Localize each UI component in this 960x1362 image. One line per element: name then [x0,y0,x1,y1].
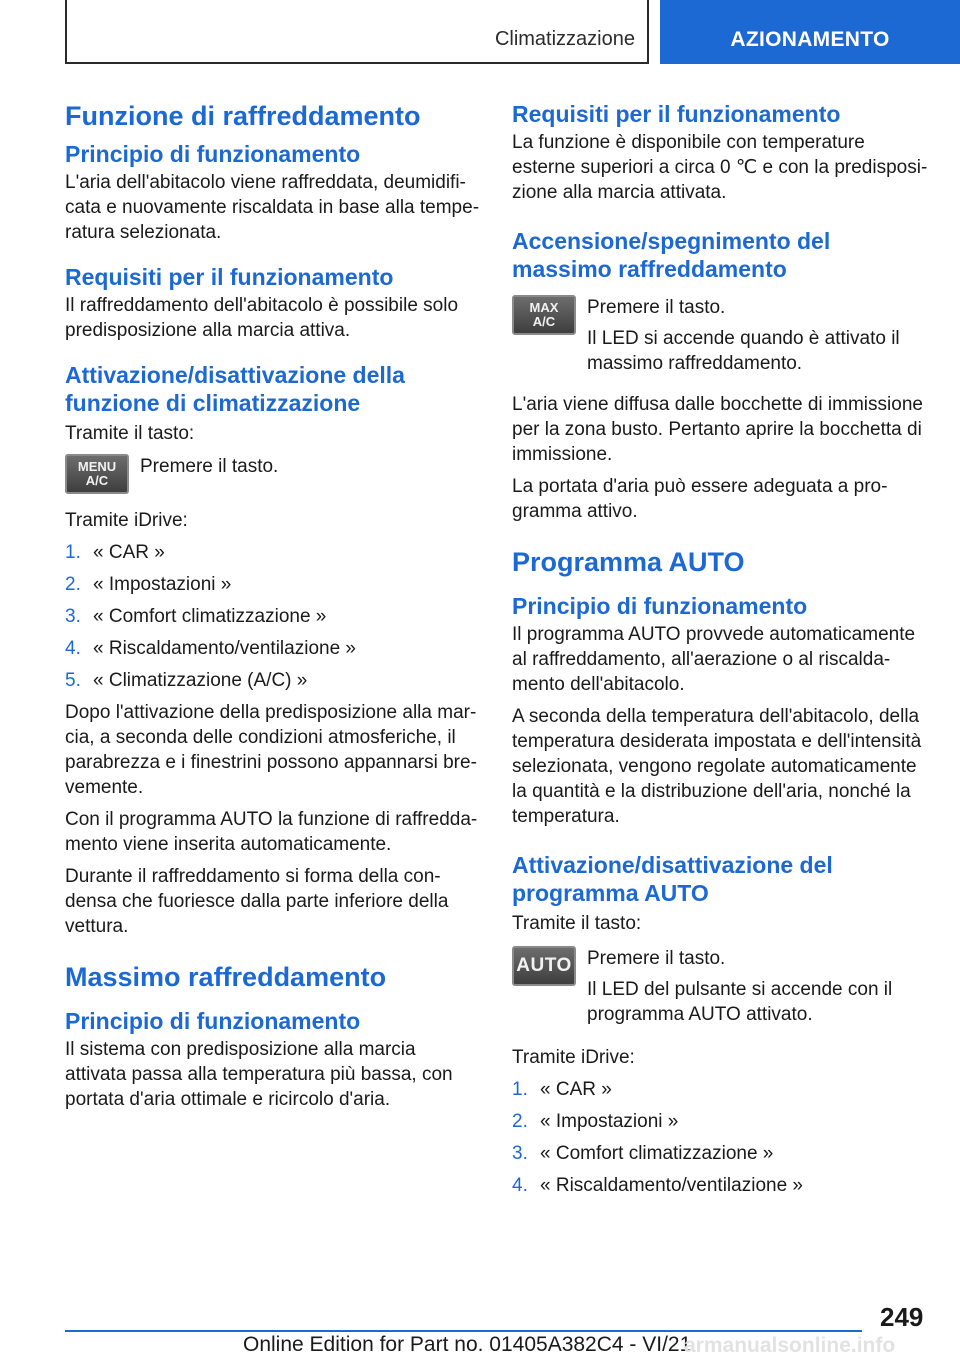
list-item: 3. « Comfort climatizzazione » [512,1143,774,1164]
paragraph-led-auto: Il LED del pulsante si accende con il programma AUTO attivato. [587,979,893,1025]
max-ac-instruction [512,295,930,376]
list-item: 3. « Comfort climatizzazione » [65,606,327,627]
list-item: 4. « Riscaldamento/ventilazione » [512,1175,803,1196]
page-number: 249 [880,1302,924,1332]
footer-edition: Online Edition for Part no. 01405A382C4 - VI/21 [243,1333,692,1356]
max-ac-button-icon [512,295,576,335]
paragraph-premere-tasto-2: Premere il tasto. [587,297,726,318]
auto-button-label: AUTO [516,955,572,976]
header-chapter-tab [660,0,960,64]
paragraph-principio-3: Il programma AUTO provvede automaticamente al raffreddamento, all'aerazione o al riscaldamento dell'abitacolo. [512,624,916,695]
paragraph-tramite-tasto-2: Tramite il tasto: [512,913,642,934]
watermark: armanualsonline.info [684,1334,896,1357]
idrive-steps-list-2 [512,1077,930,1198]
paragraph-dopo-attivazione: Dopo l'attivazione della predisposizione alla marcia, a seconda delle condizioni atmosferiche, il parabrezza e i finestrini possono appannarsi brevemente. [65,702,477,798]
menu-ac-button-line1: MENU [77,459,117,474]
paragraph-tramite-idrive-2: Tramite iDrive: [512,1047,635,1068]
paragraph-seconda-temperatura: A seconda della temperatura dell'abitacolo, della temperatura desiderata impostata e dell'intensità selezionata, vengono regolate automaticamente la quantità e la distribuzione dell'aria, nonché la temperatura. [512,706,922,827]
list-item: 5. « Climatizzazione (A/C) » [65,670,308,691]
heading-funzione-raffreddamento: Funzione di raffreddamento [65,101,421,131]
header-section-box [65,0,649,64]
paragraph-durante-raffreddamento: Durante il raffreddamento si forma della condensa che fuoriesce dalla parte inferiore della vettura. [65,866,449,937]
paragraph-aria-diffusa: L'aria viene diffusa dalle bocchette di immissione per la zona busto. Pertanto aprire la bocchetta di immissione. [512,394,923,465]
max-ac-button-line1: MAX [529,300,559,315]
heading-accensione-massimo: Accensione/spegnimento del massimo raffreddamento [512,228,831,282]
list-item: 1. « CAR » [512,1079,612,1100]
left-column [65,100,480,1112]
menu-ac-button-line2: A/C [85,473,109,488]
heading-principio-funzionamento-3: Principio di funzionamento [512,593,808,619]
list-item: 2. « Impostazioni » [65,574,232,595]
header-chapter-title: AZIONAMENTO [730,28,890,51]
paragraph-principio-2: Il sistema con predisposizione alla marcia attivata passa alla temperatura più bassa, con portata d'aria ottimale e ricircolo d'aria. [65,1039,453,1110]
menu-ac-instruction [65,454,480,500]
list-item: 4. « Riscaldamento/ventilazione » [65,638,356,659]
paragraph-con-programma-auto: Con il programma AUTO la funzione di raffreddamento viene inserita automaticamente. [65,809,478,855]
menu-ac-button-icon [65,454,129,494]
right-column [512,100,930,1205]
paragraph-premere-tasto-3: Premere il tasto. [587,948,726,969]
heading-principio-funzionamento: Principio di funzionamento [65,141,361,167]
heading-attivazione-auto: Attivazione/disattivazione del programma AUTO [512,852,833,906]
idrive-steps-list [65,540,480,693]
footer-divider [65,1330,862,1332]
max-ac-button-line2: A/C [532,314,556,329]
paragraph-led-max-line: Il LED si accende quando è attivato il massimo raffreddamento. [587,328,900,374]
paragraph-portata: La portata d'aria può essere adeguata a programma attivo. [512,476,888,522]
paragraph-requisiti-2: La funzione è disponibile con temperature esterne superiori a circa 0 ℃ e con la predisposizione alla marcia attivata. [512,132,928,203]
list-item: 2. « Impostazioni » [512,1111,679,1132]
auto-button-icon [512,946,576,986]
header-section-title: Climatizzazione [494,28,635,50]
paragraph-tramite-idrive: Tramite iDrive: [65,510,188,531]
list-item: 1. « CAR » [65,542,165,563]
heading-attivazione-climatizzazione: Attivazione/disattivazione della funzione di climatizzazione [65,362,405,416]
paragraph-premere-tasto: Premere il tasto. [140,456,279,477]
heading-massimo-raffreddamento: Massimo raffreddamento [65,962,387,992]
heading-principio-funzionamento-2: Principio di funzionamento [65,1008,361,1034]
heading-requisiti-funzionamento: Requisiti per il funzionamento [65,264,394,290]
paragraph-requisiti: Il raffreddamento dell'abitacolo è possibile solo predisposizione alla marcia attiva. [65,295,459,341]
heading-requisiti-funzionamento-2: Requisiti per il funzionamento [512,101,841,127]
auto-instruction [512,946,930,1027]
paragraph-tramite-tasto: Tramite il tasto: [65,423,195,444]
heading-programma-auto: Programma AUTO [512,547,745,577]
paragraph-principio: L'aria dell'abitacolo viene raffreddata, deumidificata e nuovamente riscaldata in base alla temperatura selezionata. [65,172,480,243]
